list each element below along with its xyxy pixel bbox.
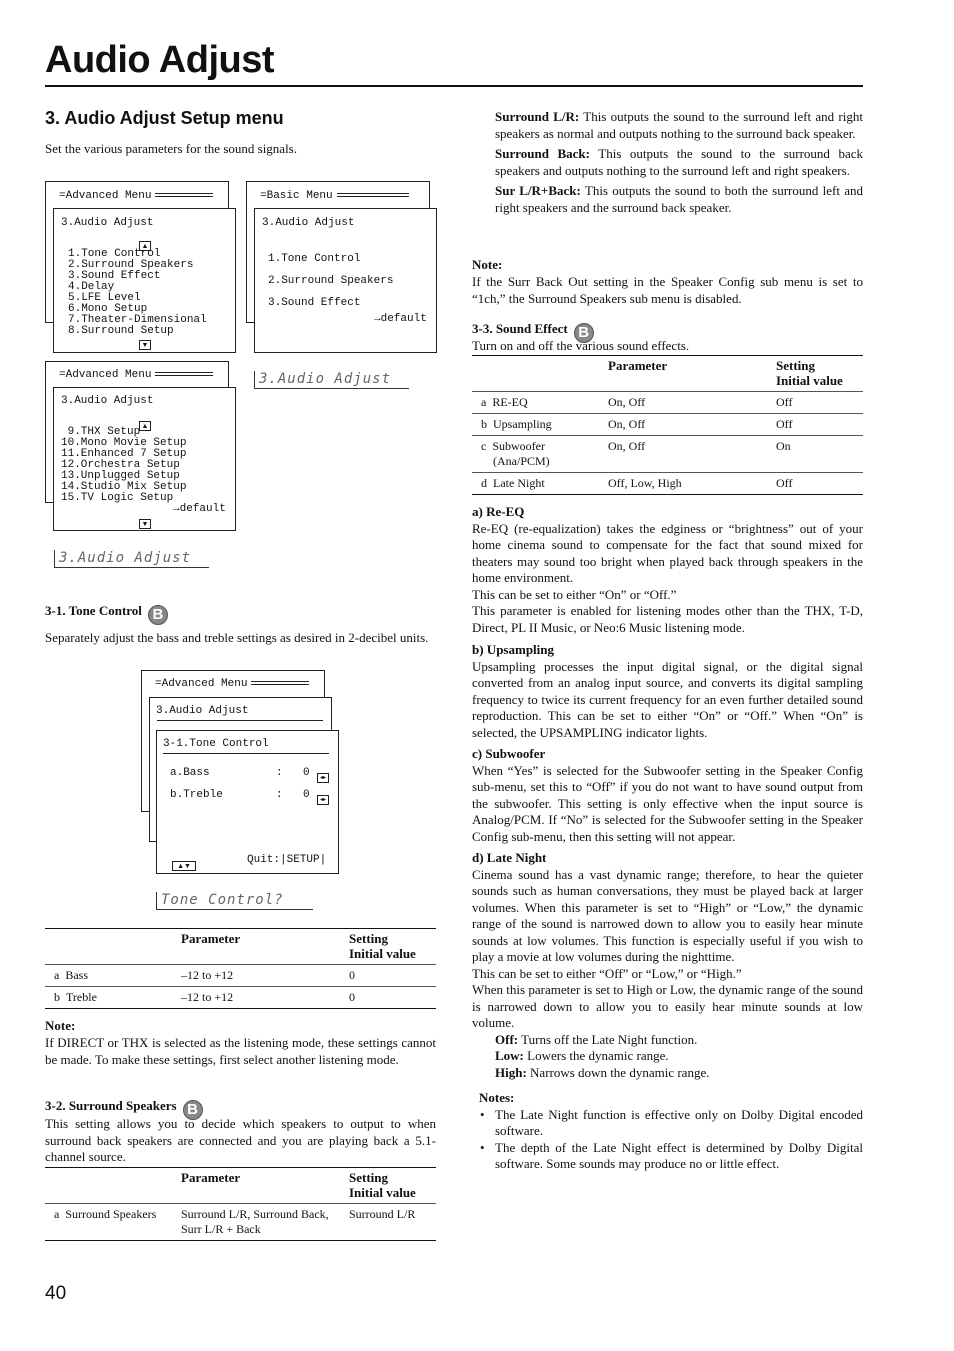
- screen-default-label: →default: [374, 313, 427, 325]
- definition-item: Off: Turns off the Late Night function.: [495, 1031, 698, 1047]
- table-row: d Late Night Off, Low, High Off: [472, 473, 863, 495]
- arrow-up-icon: ▲: [139, 421, 151, 431]
- screen-mid-title: 3.Audio Adjust: [156, 705, 249, 717]
- surround-note: If the Surr Back Out setting in the Speaker Config sub menu is set to “1ch,” the Surround Speakers sub menu is disabled.: [472, 274, 863, 306]
- section-heading: 3. Audio Adjust Setup menu: [45, 108, 284, 128]
- notes-list: [472, 1107, 863, 1173]
- quit-setup-label: Quit:|SETUP|: [247, 854, 327, 866]
- page-title: Audio Adjust: [45, 39, 274, 81]
- arrow-down-icon: ▼: [139, 519, 151, 529]
- lcd-display: Tone Control?: [156, 892, 313, 910]
- screen-item-list: 1.Tone Control 2.Surround Speakers 3.Sound Effect 4.Delay 5.LFE Level 6.Mono Setup 7.Theater-Dimensional 8.Surround Setup: [68, 248, 207, 337]
- sound-effect-heading: 3-3. Sound Effect B: [472, 321, 594, 343]
- re-eq-heading: a) Re-EQ: [472, 504, 525, 519]
- table-row: b Upsampling On, Off Off: [472, 414, 863, 436]
- screen-front-title: 3.Audio Adjust: [262, 217, 355, 229]
- list-item: • The Late Night function is effective only on Dolby Digital encoded software.: [480, 1106, 863, 1138]
- definition-item: Sur L/R+Back: This outputs the sound to both the surround left and right speakers and the surround back speaker.: [495, 183, 863, 215]
- section-intro: Set the various parameters for the sound signals.: [45, 141, 297, 156]
- subwoofer-heading: c) Subwoofer: [472, 746, 546, 761]
- screen-item-list: 9.THX Setup 10.Mono Movie Setup 11.Enhanced 7 Setup 12.Orchestra Setup 13.Unplugged Setup 14.Studio Mix Setup 15.TV Logic Setup: [61, 426, 187, 504]
- bass-row: a.Bass: [170, 767, 210, 779]
- definition-item: High: Narrows down the dynamic range.: [495, 1064, 710, 1080]
- sound-effect-table: Parameter Setting Initial value a RE-EQ On, Off Off b Upsampling On, Off Off c Subwoofer (Ana/PCM) On, Off On d Late Night Off, Low, High Off: [472, 355, 863, 495]
- definition-item: Surround L/R: This outputs the sound to the surround left and right speakers as normal and outputs nothing to the surround back speaker.: [495, 109, 863, 141]
- screen-advanced-menu-2: =Advanced Menu 3.Audio Adjust ▲ 9.THX Setup 10.Mono Movie Setup 11.Enhanced 7 Setup 12.Orchestra Setup 13.Unplugged Setup 14.Studio Mix Setup 15.TV Logic Setup →default ▼: [45, 361, 237, 533]
- screen-front-title: 3.Audio Adjust: [61, 217, 154, 229]
- sound-effect-text: Turn on and off the various sound effects.: [472, 338, 690, 353]
- lcd-display: 3.Audio Adjust: [54, 550, 209, 568]
- table-row: c Subwoofer (Ana/PCM) On, Off On: [472, 436, 863, 473]
- title-rule: [45, 85, 863, 87]
- up-down-arrows-icon: ▲▼: [172, 861, 196, 871]
- list-item: • The depth of the Late Night effect is determined by Dolby Digital software. Some sounds may produce no or little effect.: [480, 1139, 863, 1171]
- left-right-arrows-icon: ◂▸: [317, 773, 329, 783]
- b-badge-icon: B: [183, 1100, 203, 1120]
- screen-front-title: 3.Audio Adjust: [61, 395, 154, 407]
- screen-tone-control: =Advanced Menu 3.Audio Adjust 3-1.Tone Control a.Bass : 0 ◂▸ b.Treble : 0 ◂▸ ▲▼ Quit:|SETUP|: [141, 670, 341, 875]
- definition-item: Surround Back: This outputs the sound to the surround back speakers and outputs nothing to the surround left and right speakers.: [495, 146, 863, 178]
- note-label: Note:: [472, 257, 503, 272]
- treble-row: b.Treble: [170, 789, 223, 801]
- surround-speakers-table: Parameter Setting Initial value a Surround Speakers Surround L/R, Surround Back, Surr L/R + Back Surround L/R: [45, 1167, 436, 1241]
- table-row: a RE-EQ On, Off Off: [472, 392, 863, 414]
- b-badge-icon: B: [148, 605, 168, 625]
- lcd-display: 3.Audio Adjust: [254, 371, 409, 389]
- tone-note: If DIRECT or THX is selected as the listening mode, these settings cannot be made. To make these settings, first select another listening mode.: [45, 1035, 436, 1067]
- note-label: Note:: [45, 1018, 76, 1033]
- table-row: b Treble –12 to +12 0: [45, 987, 436, 1009]
- notes-label: Notes:: [479, 1090, 515, 1105]
- definition-item: Low: Lowers the dynamic range.: [495, 1048, 669, 1063]
- screen-item-list: 1.Tone Control 2.Surround Speakers 3.Sound Effect: [268, 253, 394, 309]
- table-row: a Surround Speakers Surround L/R, Surround Back, Surr L/R + Back Surround L/R: [45, 1204, 436, 1241]
- screen-back-title: Advanced Menu: [65, 190, 152, 202]
- surround-speakers-text: This setting allows you to decide which speakers to output to when surround back speakers are connected and you are playing back a 5.1-channel source.: [45, 1116, 436, 1164]
- arrow-up-icon: ▲: [139, 241, 151, 251]
- surround-speakers-heading: 3-2. Surround Speakers B: [45, 1098, 203, 1120]
- screen-back-title: Basic Menu: [266, 190, 333, 202]
- screen-back-title: Advanced Menu: [65, 369, 152, 381]
- surround-definitions: [495, 109, 863, 216]
- table-row: a Bass –12 to +12 0: [45, 965, 436, 987]
- screen-basic-menu: =Basic Menu 3.Audio Adjust 1.Tone Control 2.Surround Speakers 3.Sound Effect →default: [246, 181, 438, 353]
- screen-advanced-menu-1: =Advanced Menu 3.Audio Adjust ▲ 1.Tone Control 2.Surround Speakers 3.Sound Effect 4.Delay 5.LFE Level 6.Mono Setup 7.Theater-Dimensional 8.Surround Setup ▼: [45, 181, 237, 353]
- tone-control-heading: 3-1. Tone Control B: [45, 603, 168, 625]
- sound-effect-descriptions: a) Re-EQ Re-EQ (re-equalization) takes the edginess or “brightness” out of your home cinema sound to compensate for the fact that sound mixed for theaters may sound too bright when played back through speakers in the home environment. This can be set to either “On” or “Off.” This parameter is enabled for listening modes other than the THX, T-D, Direct, PL II Music, or Neo:6 Music listening mode. b) Upsampling Upsampling processes the input digital signal, or the digital signal converted from an analog input source, and converts its digital sampling frequency to twice its current frequency for an even further detailed sound reproduction. This can be set to either “On” or “Off.” When “On” is selected, the UPSAMPLING indicator lights. c) Subwoofer When “Yes” is selected for the Subwoofer setting in the Speaker Config sub-menu, set this to “Off” if you do not want to have sound output from the subwoofer. This setting is only effective when the input source is Analog/PCM. If “No” is selected for the Subwoofer setting in the Speaker Config sub-menu, then this setting will not appear. d) Late Night Cinema sound has a vast dynamic range; therefore, to hear the quieter sounds such as human conversations, they must be played back at larger volumes. When this parameter is set to “High” or “Low,” the dynamic range of the sound is narrowed down to allow you to easily hear minute sounds at low volumes. This function is especially useful if you wish to play a movie at low volumes during the nighttime. This can be set to either “Off” or “Low,” or “High.” When this parameter is set to High or Low, the dynamic range of the sound is narrowed down to allow you to easily hear minute sounds at low volume. Off: Turns off the Late Night function. Low: Lowers the dynamic range. High: Narrows down the dynamic range. Notes: • The Late Night function is effective only on Dolby Digital encoded software. • The depth of the Late Night effect is determined by Dolby Digital software. Some sounds may produce no or little effect.: [472, 504, 863, 1171]
- arrow-down-icon: ▼: [139, 340, 151, 350]
- upsampling-heading: b) Upsampling: [472, 642, 554, 657]
- tone-control-text: Separately adjust the bass and treble settings as desired in 2-decibel units.: [45, 630, 429, 645]
- screen-default-label: →default: [173, 503, 226, 515]
- b-badge-icon: B: [574, 323, 594, 343]
- tone-control-table: Parameter Setting Initial value a Bass –12 to +12 0 b Treble –12 to +12 0: [45, 928, 436, 1009]
- left-right-arrows-icon: ◂▸: [317, 795, 329, 805]
- screen-back-title: Advanced Menu: [161, 678, 248, 690]
- late-night-heading: d) Late Night: [472, 850, 547, 865]
- page-number: 40: [45, 1283, 67, 1304]
- screen-front-title: 3-1.Tone Control: [163, 738, 269, 750]
